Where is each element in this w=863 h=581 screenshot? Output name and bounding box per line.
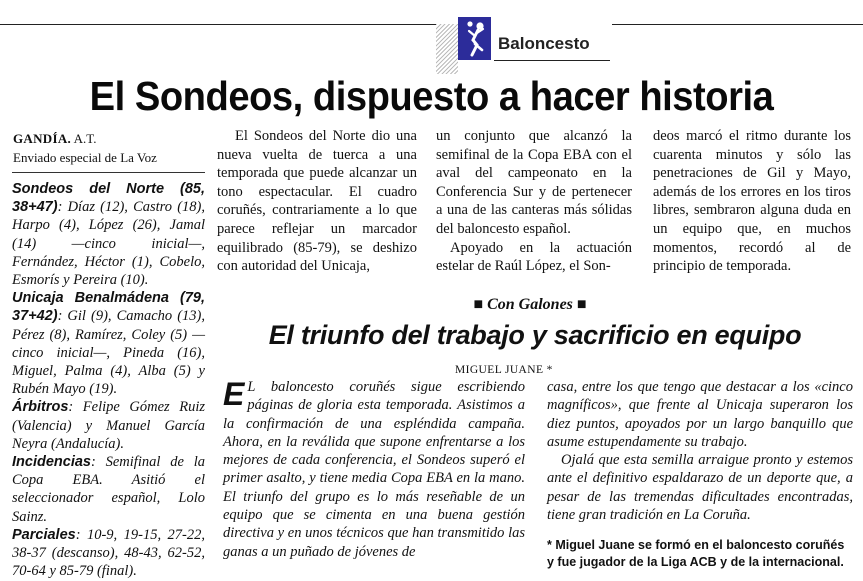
stats-entry	[12, 289, 205, 398]
byline-location: GANDÍA.	[13, 131, 72, 146]
opinion-paragraph: casa, entre los que tengo que destacar a los «cinco magníficos», que frente al Unicaja superaron los diez puntos, apoyados por un largo banquillo que asume estupendamente su trabajo.	[547, 379, 853, 450]
byline-role: Enviado especial de La Voz	[13, 150, 157, 165]
match-stats-box	[12, 180, 205, 580]
column-kicker: ■ Con Galones ■	[473, 296, 587, 313]
opinion-paragraph	[223, 378, 525, 561]
stats-text: : Díaz (12), Castro (18), Harpo (4), López (26), Jamal (14) —cinco inicial—, Fernández, Héctor (1), Cobelo, Esmorís y Pereira (10).	[12, 199, 205, 289]
opinion-column-1	[223, 378, 525, 561]
column-headline: El triunfo del trabajo y sacrificio en equipo	[268, 320, 802, 350]
story-paragraph: un conjunto que alcanzó la semifinal de la Copa EBA con el aval del campeonato en la Conferencia Sur y de pertenecer a una de las canteras más sólidas del baloncesto español.	[436, 128, 632, 237]
story-paragraph: deos marcó el ritmo durante los cuarenta minutos y sólo las penetraciones de Gil y Mayo, además de los errores en los tiros libres, sembraron alguna duda en un equipo que, en muchos momentos, recordó al de principio de temporada.	[653, 128, 851, 275]
opinion-text: L baloncesto coruñés sigue escribiendo páginas de gloria esta temporada. Asistimos a la confirmación de una espléndida campaña. Ahora, en la reválida que supone enfrentarse a los mejores de cada conferencia, el Sondeos superó el primer asalto, y tiene media Copa EBA en la mano. El triunfo del grupo es lo más reseñable de un equipo que se cimenta en una buena gestión directiva y en unos técnicos que han transmitido las ganas a un puñado de jóvenes de	[223, 379, 525, 560]
story-column-2	[436, 127, 632, 276]
basketball-player-icon	[458, 17, 491, 60]
stats-entry	[12, 453, 205, 526]
story-paragraph: El Sondeos del Norte dio una nueva vuelta de tuerca a una temporada que puede alcanzar un tono espectacular. El cuadro coruñés, contrariamente a lo que parece reflejar un marcador equilibrado (85-79), se deshizo con autoridad del Unicaja,	[217, 128, 417, 275]
opinion-paragraph: Ojalá que esta semilla arraigue pronto y estemos ante el definitivo espaldarazo de un deporte que, a pesar de las tremendas dificultades encontradas, tiene gran tradición en La Coruña.	[547, 452, 853, 524]
story-column-1	[217, 127, 417, 276]
byline-author: A.T.	[71, 131, 97, 146]
stats-heading: Incidencias	[12, 454, 91, 471]
main-headline: El Sondeos, dispuesto a hacer historia	[89, 73, 774, 119]
top-rule-left	[0, 24, 452, 25]
drop-cap: E	[223, 376, 245, 412]
stats-entry	[12, 526, 205, 581]
stats-text: : Felipe Gómez Ruiz (Valencia) y Manuel García Neyra (Andalucía).	[12, 399, 205, 452]
stats-heading: Árbitros	[12, 399, 69, 416]
section-hatch-decoration	[436, 24, 458, 74]
author-footnote: * Miguel Juane se formó en el baloncesto coruñés y fue jugador de la Liga ACB y de la internacional.	[547, 538, 845, 569]
story-column-3	[653, 127, 851, 276]
story-paragraph: Apoyado en la actuación estelar de Raúl López, el Son-	[436, 239, 632, 275]
stats-text: : Gil (9), Camacho (13), Pérez (8), Ramírez, Coley (5) —cinco inicial—, Pineda (16), Miguel, Palma (4), Alba (5) y Rubén Mayo (19).	[12, 308, 205, 398]
stats-text: : Semifinal de la Copa EBA. Asitió el seleccionador español, Lolo Sainz.	[12, 454, 205, 525]
byline-rule	[12, 172, 205, 173]
stats-heading: Parciales	[12, 526, 76, 543]
opinion-column-2	[547, 378, 853, 524]
stats-heading: Sondeos del Norte (85, 38+47)	[12, 181, 205, 216]
stats-text: : 10-9, 19-15, 27-22, 38-37 (descanso), 48-43, 62-52, 70-64 y 85-79 (final).	[12, 526, 205, 580]
byline	[13, 131, 96, 147]
stats-entry	[12, 180, 205, 289]
section-label: Baloncesto	[498, 34, 590, 53]
stats-heading: Unicaja Benalmádena (79, 37+42)	[12, 290, 205, 325]
column-author: MIGUEL JUANE *	[455, 364, 553, 376]
top-rule-right	[612, 24, 863, 25]
section-underline	[494, 60, 610, 61]
stats-entry	[12, 398, 205, 453]
